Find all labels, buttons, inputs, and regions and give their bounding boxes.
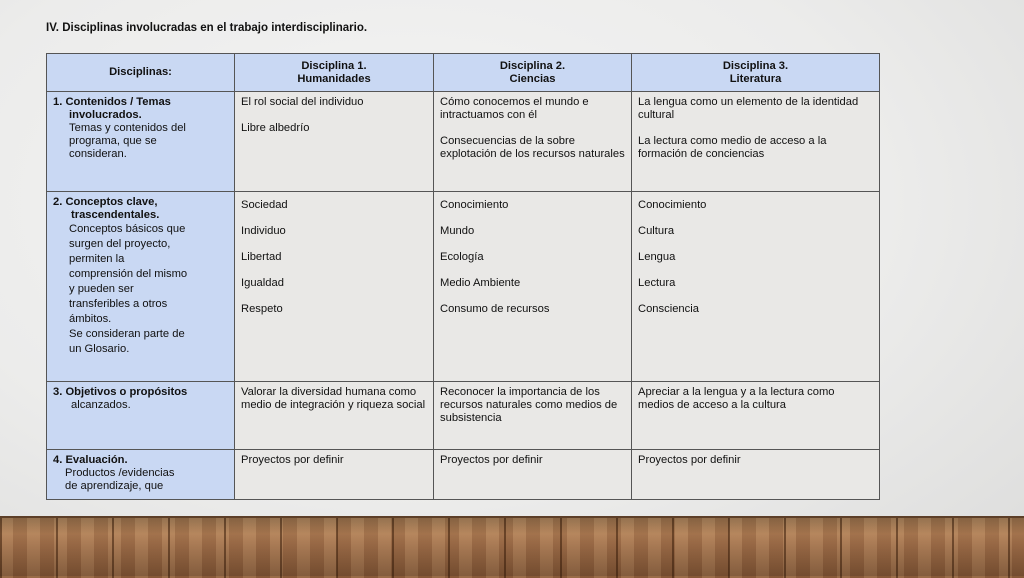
header-discipline-3-name: Literatura [729,72,782,85]
cell-text: Proyectos por definir [638,454,741,466]
cell-row2-humanidades [235,192,434,382]
row2-desc-5: y pueden ser [69,283,134,295]
row-header-contenidos [47,92,235,192]
cell-text: La lengua como un elemento de la identidad cultural [638,96,859,121]
row2-desc-7: ámbitos. [69,313,112,325]
cell-text: Sociedad [241,199,288,211]
cell-text: Lengua [638,251,676,263]
header-discipline-1-name: Humanidades [297,72,371,85]
table-row [47,450,880,500]
header-discipline-1-number: Disciplina 1. [301,59,367,72]
row-header-objetivos [47,382,235,450]
row-header-conceptos [47,192,235,382]
cell-row4-ciencias [434,450,632,500]
row2-title-cont: trascendentales. [71,209,160,221]
header-discipline-2-name: Ciencias [509,72,556,85]
header-discipline-2-number: Disciplina 2. [499,59,566,72]
row2-desc-4: comprensión del mismo [69,268,188,280]
header-disciplinas [47,54,235,92]
slide-heading: IV. Disciplinas involucradas en el trabajo interdisciplinario. [46,22,368,34]
row1-desc-1: Temas y contenidos del [69,122,186,134]
header-disciplinas-label: Disciplinas: [109,66,172,78]
cell-row2-ciencias [434,192,632,382]
cell-text: Conocimiento [638,199,707,211]
cell-text: Medio Ambiente [440,277,521,289]
cell-row3-ciencias [434,382,632,450]
cell-text: Valorar la diversidad humana como medio de integración y riqueza social [241,386,426,411]
cell-text: Individuo [241,225,286,237]
header-row [47,54,880,92]
row3-title: 3. Objetivos o propósitos [53,386,188,398]
cell-text: El rol social del individuo [241,96,364,108]
table-row [47,92,880,192]
row4-desc-2: de aprendizaje, que [65,480,164,492]
row1-desc-3: consideran. [69,148,127,160]
cell-text: Cómo conocemos el mundo e intractuamos con él [440,96,589,121]
row2-desc-8: Se consideran parte de [69,328,185,340]
cell-text: Consecuencias de la sobre explotación de los recursos naturales [440,135,625,160]
cell-row4-literatura [632,450,880,500]
header-discipline-3 [632,54,880,92]
cell-text: Consumo de recursos [440,303,550,315]
table-row [47,192,880,382]
cell-text: Mundo [440,225,475,237]
cell-text: La lectura como medio de acceso a la formación de conciencias [638,135,827,160]
cell-text: Reconocer la importancia de los recursos naturales como medios de subsistencia [440,386,618,424]
cell-text: Consciencia [638,303,699,315]
cell-text: Proyectos por definir [241,454,344,466]
cell-text: Libertad [241,251,282,263]
cell-row1-literatura [632,92,880,192]
header-discipline-3-number: Disciplina 3. [722,59,789,72]
row4-desc-1: Productos /evidencias [65,467,175,479]
cell-text: Libre albedrío [241,122,310,134]
cell-text: Apreciar a la lengua y a la lectura como medios de acceso a la cultura [638,386,835,411]
cell-text: Ecología [440,251,484,263]
row2-desc-9: un Glosario. [69,343,130,355]
cell-row1-humanidades [235,92,434,192]
header-discipline-2 [434,54,632,92]
table-row [47,382,880,450]
row2-desc-1: Conceptos básicos que [69,223,186,235]
row3-title-cont: alcanzados. [71,399,131,411]
cell-row3-humanidades [235,382,434,450]
cell-text: Proyectos por definir [440,454,543,466]
row1-title: 1. Contenidos / Temas [53,96,171,108]
cell-row1-ciencias [434,92,632,192]
cell-row2-literatura [632,192,880,382]
cell-text: Igualdad [241,277,284,289]
cell-text: Respeto [241,303,283,315]
row2-title: 2. Conceptos clave, [53,196,158,208]
disciplines-table [46,53,880,500]
header-discipline-1 [235,54,434,92]
cell-text: Lectura [638,277,676,289]
row-header-evaluacion [47,450,235,500]
cell-row3-literatura [632,382,880,450]
row1-title-cont: involucrados. [69,109,142,121]
row2-desc-6: transferibles a otros [69,298,168,310]
row4-title: 4. Evaluación. [53,454,128,466]
row1-desc-2: programa, que se [69,135,157,147]
cell-text: Conocimiento [440,199,509,211]
row2-desc-3: permiten la [69,253,125,265]
cell-text: Cultura [638,225,675,237]
floor-shading [0,516,1024,576]
cell-row4-humanidades [235,450,434,500]
row2-desc-2: surgen del proyecto, [69,238,171,250]
